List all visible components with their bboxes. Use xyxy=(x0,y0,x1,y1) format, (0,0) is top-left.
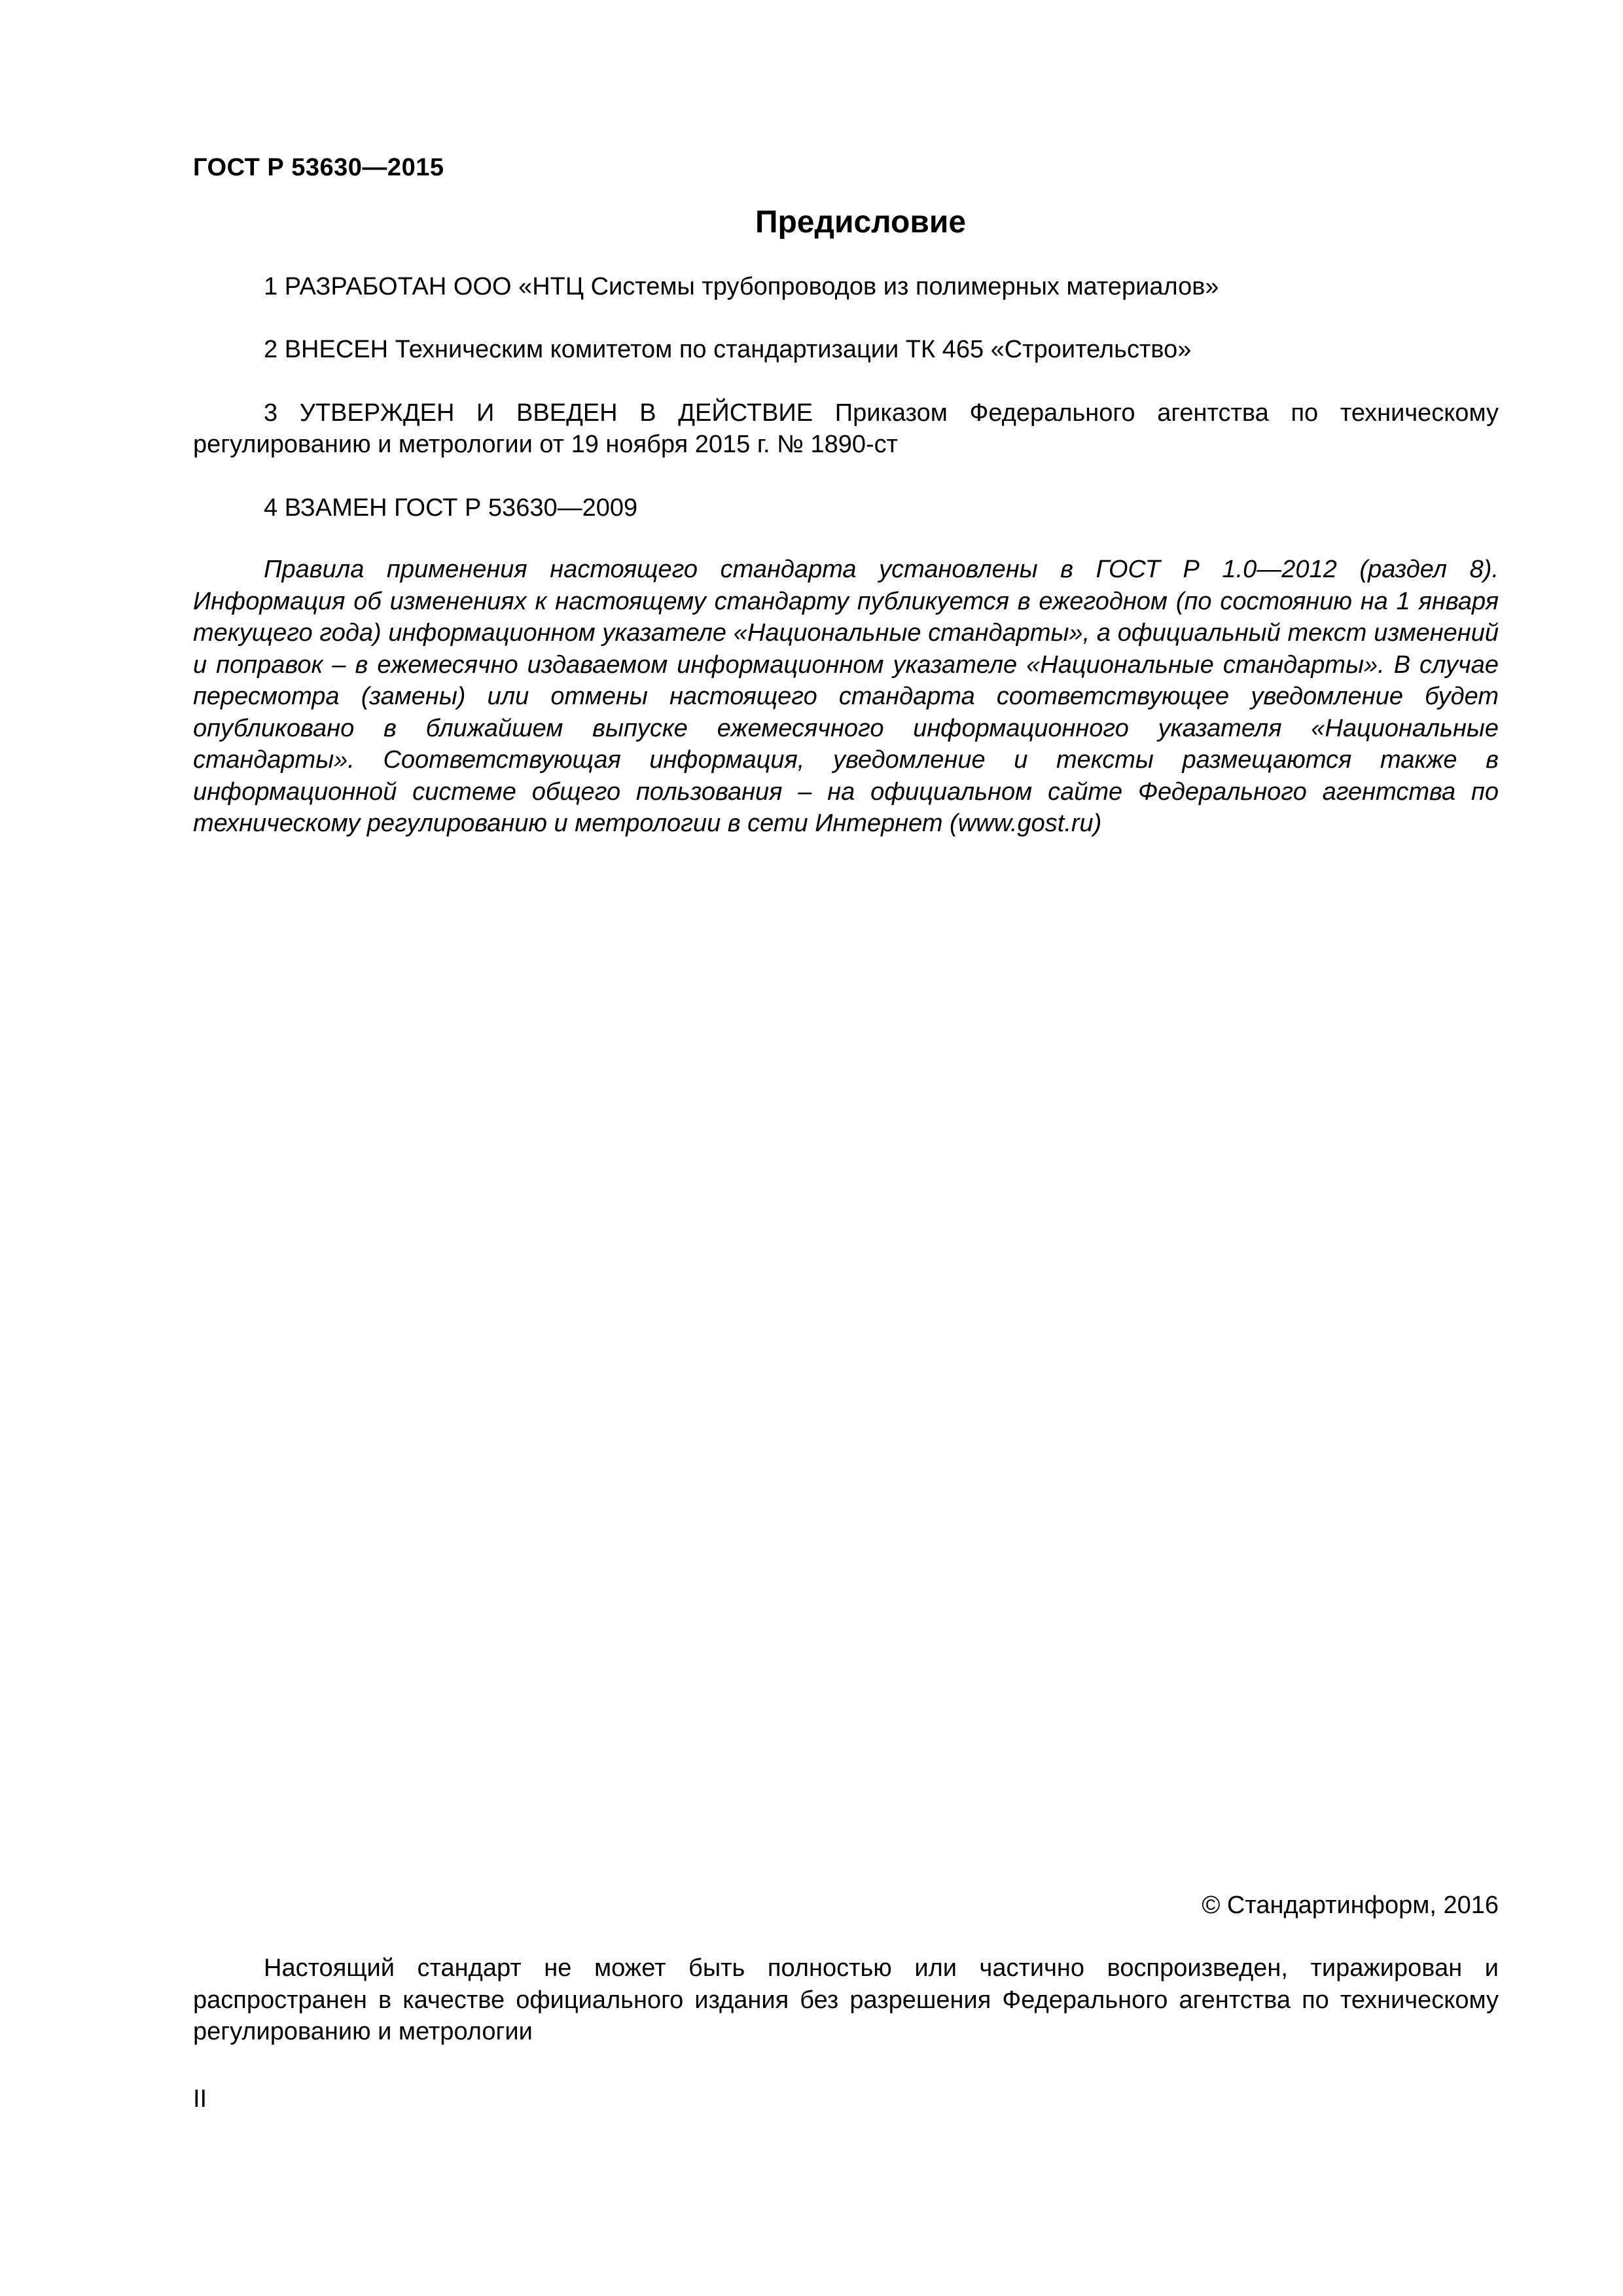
copyright-notice: © Стандартинформ, 2016 xyxy=(1202,1892,1499,1919)
preface-item-developed: 1 РАЗРАБОТАН ООО «НТЦ Системы трубопроводов из полимерных материалов» xyxy=(264,273,1219,300)
preface-item-replaces: 4 ВЗАМЕН ГОСТ Р 53630—2009 xyxy=(264,494,638,522)
document-code-header: ГОСТ Р 53630—2015 xyxy=(193,154,444,181)
application-rules-paragraph: Правила применения настоящего стандарта установлены в ГОСТ Р 1.0—2012 (раздел 8). Информация об изменениях к настоящему стандарту публикуется в ежегодном (по состоянию на 1 января текущего года) информационном указателе «Национальные стандарты», а официальный текст изменений и поправок – в ежемесячно издаваемом информационном указателе «Национальные стандарты». В случае пересмотра (замены) или отмены настоящего стандарта соответствующее уведомление будет опубликовано в ближайшем выпуске ежемесячного информационного указателя «Национальные стандарты». Соответствующая информация, уведомление и тексты размещаются также в информационной системе общего пользования – на официальном сайте Федерального агентства по техническому регулированию и метрологии в сети Интернет (www.gost.ru) xyxy=(193,556,1499,837)
page-number: II xyxy=(193,2085,207,2113)
page-title: Предисловие xyxy=(755,205,967,240)
preface-item-approved: 3 УТВЕРЖДЕН И ВВЕДЕН В ДЕЙСТВИЕ Приказом Федерального агентства по техническому регулированию и метрологии от 19 ноября 2015 г. № 1890-ст xyxy=(193,399,1499,458)
reproduction-notice: Настоящий стандарт не может быть полностью или частично воспроизведен, тиражирован и распространен в качестве официального издания без разрешения Федерального агентства по техническому регулированию и метрологии xyxy=(193,1954,1499,2045)
preface-item-introduced: 2 ВНЕСЕН Техническим комитетом по стандартизации ТК 465 «Строительство» xyxy=(264,336,1192,363)
